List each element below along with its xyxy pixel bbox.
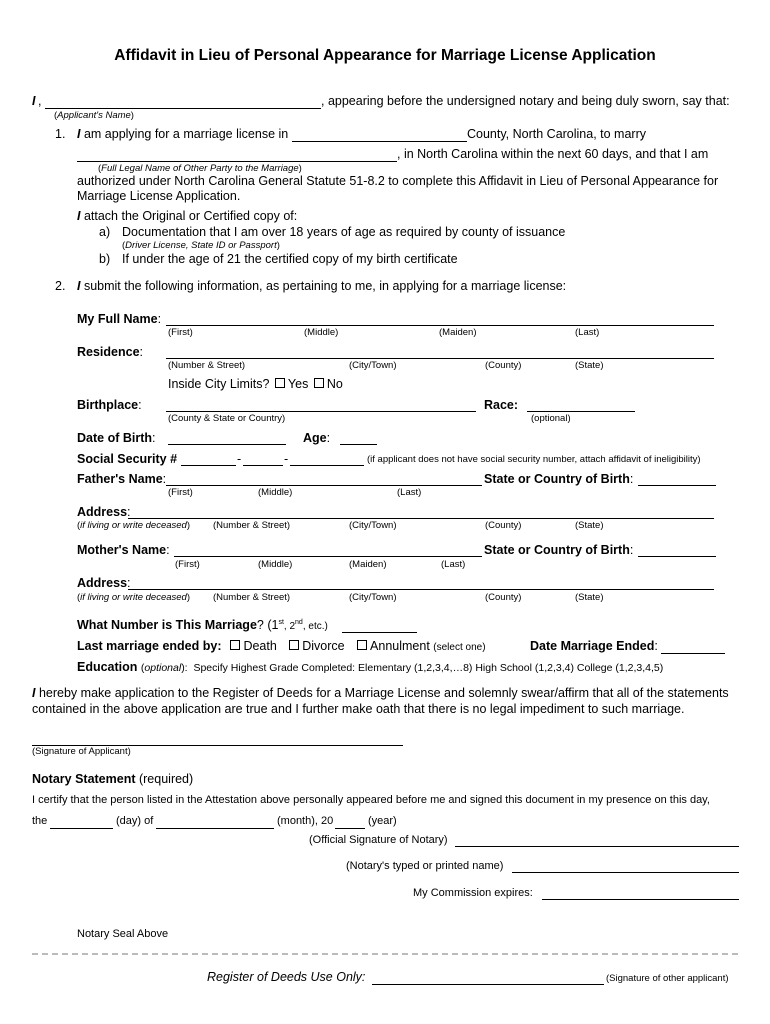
- full-name-first-caption: (First): [168, 327, 193, 338]
- father-birth-state-field[interactable]: [638, 473, 716, 486]
- full-name-label: My Full Name:: [77, 312, 162, 326]
- item1-para-line2: Marriage License Application.: [77, 189, 241, 203]
- option-a-label: a): [99, 225, 111, 239]
- applicant-signature-caption: (Signature of Applicant): [32, 746, 131, 757]
- notary-year-label: (year): [368, 815, 397, 827]
- attach-text: I attach the Original or Certified copy of:: [77, 209, 298, 223]
- mother-maiden-caption: (Maiden): [349, 559, 387, 570]
- annulment-checkbox[interactable]: [357, 640, 367, 650]
- applicant-name-field[interactable]: [45, 96, 321, 109]
- residence-city-caption: (City/Town): [349, 360, 397, 371]
- residence-state-caption: (State): [575, 360, 604, 371]
- education-row: Education (optional): Specify Highest Grade Completed: Elementary (1,2,3,4,…8) High School (1,2,3,4) College (1,2,3,4,5): [77, 660, 664, 674]
- notary-day-label: (day) of: [116, 815, 154, 827]
- notary-commission-label: My Commission expires:: [413, 887, 533, 899]
- option-b-text: If under the age of 21 the certified copy of my birth certificate: [122, 252, 458, 266]
- notary-the: the: [32, 815, 48, 827]
- mother-first-caption: (First): [175, 559, 200, 570]
- item1-line1: I am applying for a marriage license in: [77, 127, 289, 141]
- notary-month-field[interactable]: [156, 816, 274, 829]
- applicant-name-caption: (Applicant's Name): [54, 110, 134, 121]
- birthplace-field[interactable]: [166, 399, 476, 412]
- father-last-caption: (Last): [397, 487, 422, 498]
- father-name-label: Father's Name:: [77, 472, 167, 486]
- notary-typed-name-label: (Notary's typed or printed name): [346, 860, 504, 872]
- item1-line2: , in North Carolina within the next 60 days, and that I am: [397, 147, 709, 161]
- age-field[interactable]: [340, 432, 377, 445]
- item1-number: 1.: [55, 127, 66, 141]
- birthplace-caption: (County & State or Country): [168, 413, 286, 424]
- last-marriage-row: Last marriage ended by: Death Divorce Annulment (select one): [77, 639, 486, 653]
- ssn-dash2: -: [284, 452, 289, 466]
- no-label: No: [326, 377, 343, 391]
- residence-county-caption: (County): [485, 360, 522, 371]
- father-middle-caption: (Middle): [258, 487, 293, 498]
- mother-name-label: Mother's Name:: [77, 543, 170, 557]
- item2-text: I submit the following information, as pertaining to me, in applying for a marriage license:: [77, 279, 567, 293]
- full-name-last-caption: (Last): [575, 327, 600, 338]
- ssn-dash1: -: [237, 452, 242, 466]
- ssn-part2-field[interactable]: [243, 453, 283, 466]
- father-first-caption: (First): [168, 487, 193, 498]
- notary-certify: I certify that the person listed in the Attestation above personally appeared before me and signed this document in my presence on this day,: [32, 794, 710, 806]
- mother-address-state-caption: (State): [575, 592, 604, 603]
- mother-birth-state-label: State or Country of Birth:: [484, 543, 634, 557]
- father-address-label: Address:: [77, 505, 131, 519]
- dob-field[interactable]: [168, 432, 286, 445]
- age-label: Age:: [303, 431, 331, 445]
- notary-seal-label: Notary Seal Above: [77, 928, 169, 940]
- declaration-line2: contained in the above application are true and I further make oath that there is no legal impediment to such marriage.: [32, 702, 685, 716]
- other-applicant-signature-caption: (Signature of other applicant): [606, 973, 729, 984]
- father-address-city-caption: (City/Town): [349, 520, 397, 531]
- intro-text: , appearing before the undersigned notary and being duly sworn, say that:: [321, 94, 730, 108]
- ssn-note: (if applicant does not have social security number, attach affidavit of ineligibility): [367, 454, 701, 465]
- marriage-number-label: What Number is This Marriage? (1st, 2nd, etc.): [77, 618, 328, 632]
- father-address-state-caption: (State): [575, 520, 604, 531]
- marriage-number-field[interactable]: [342, 620, 417, 633]
- ssn-part1-field[interactable]: [181, 453, 236, 466]
- ssn-part3-field[interactable]: [290, 453, 364, 466]
- father-address-living-caption: (if living or write deceased): [77, 520, 191, 531]
- mother-last-caption: (Last): [441, 559, 466, 570]
- dob-label: Date of Birth:: [77, 431, 156, 445]
- inside-city-limits: Inside City Limits? Yes No: [168, 377, 343, 391]
- mother-address-label: Address:: [77, 576, 131, 590]
- father-birth-state-label: State or Country of Birth:: [484, 472, 634, 486]
- notary-official-signature-label: (Official Signature of Notary): [309, 834, 448, 846]
- notary-typed-name-field[interactable]: [512, 860, 739, 873]
- mother-middle-caption: (Middle): [258, 559, 293, 570]
- residence-label: Residence:: [77, 345, 144, 359]
- notary-year-field[interactable]: [335, 816, 365, 829]
- option-b-label: b): [99, 252, 111, 266]
- applicant-signature-field[interactable]: [32, 733, 403, 746]
- race-caption: (optional): [531, 413, 571, 424]
- notary-day-field[interactable]: [50, 816, 113, 829]
- death-checkbox[interactable]: [230, 640, 240, 650]
- father-address-county-caption: (County): [485, 520, 522, 531]
- notary-heading: Notary Statement (required): [32, 772, 194, 786]
- option-a-text: Documentation that I am over 18 years of age as required by county of issuance: [122, 225, 566, 239]
- declaration-line1: I hereby make application to the Register of Deeds for a Marriage License and solemnly swear/affirm that all of the statements: [32, 686, 729, 700]
- intro-comma: ,: [38, 94, 42, 108]
- full-name-field[interactable]: [166, 313, 714, 326]
- race-field[interactable]: [527, 399, 635, 412]
- mother-address-county-caption: (County): [485, 592, 522, 603]
- yes-label: Yes: [287, 377, 309, 391]
- full-name-middle-caption: (Middle): [304, 327, 339, 338]
- mother-name-field[interactable]: [174, 544, 482, 557]
- mother-address-city-caption: (City/Town): [349, 592, 397, 603]
- mother-birth-state-field[interactable]: [638, 544, 716, 557]
- father-address-street-caption: (Number & Street): [213, 520, 291, 531]
- other-applicant-signature-field[interactable]: [372, 972, 604, 985]
- mother-address-field[interactable]: [128, 577, 714, 590]
- intro-i: I: [32, 94, 36, 108]
- birthplace-label: Birthplace:: [77, 398, 142, 412]
- ssn-label: Social Security #: [77, 452, 178, 466]
- page-title: Affidavit in Lieu of Personal Appearance for Marriage License Application: [114, 47, 656, 64]
- other-party-name-field[interactable]: [77, 149, 397, 162]
- yes-checkbox[interactable]: [275, 378, 285, 388]
- other-party-caption: (Full Legal Name of Other Party to the Marriage): [98, 163, 302, 174]
- race-label: Race:: [484, 398, 519, 412]
- mother-address-street-caption: (Number & Street): [213, 592, 291, 603]
- father-address-field[interactable]: [128, 506, 714, 519]
- item1-county-text: County, North Carolina, to marry: [467, 127, 646, 141]
- notary-month-label: (month), 20: [277, 815, 334, 827]
- county-field[interactable]: [292, 129, 467, 142]
- date-marriage-ended-label: Date Marriage Ended:: [530, 639, 658, 653]
- notary-official-signature-field[interactable]: [455, 834, 739, 847]
- residence-field[interactable]: [166, 346, 714, 359]
- divorce-checkbox[interactable]: [289, 640, 299, 650]
- cut-line-divider: [32, 953, 738, 955]
- date-marriage-ended-field[interactable]: [661, 641, 725, 654]
- father-name-field[interactable]: [166, 473, 482, 486]
- residence-street-caption: (Number & Street): [168, 360, 246, 371]
- item1-para-line1: authorized under North Carolina General Statute 51-8.2 to complete this Affidavit in Lieu of Personal Appearance for: [77, 174, 719, 188]
- option-a-caption: (Driver License, State ID or Passport): [122, 240, 280, 251]
- item2-number: 2.: [55, 279, 66, 293]
- notary-commission-field[interactable]: [542, 887, 739, 900]
- full-name-maiden-caption: (Maiden): [439, 327, 477, 338]
- mother-address-living-caption: (if living or write deceased): [77, 592, 191, 603]
- no-checkbox[interactable]: [314, 378, 324, 388]
- register-of-deeds-label: Register of Deeds Use Only:: [207, 970, 366, 984]
